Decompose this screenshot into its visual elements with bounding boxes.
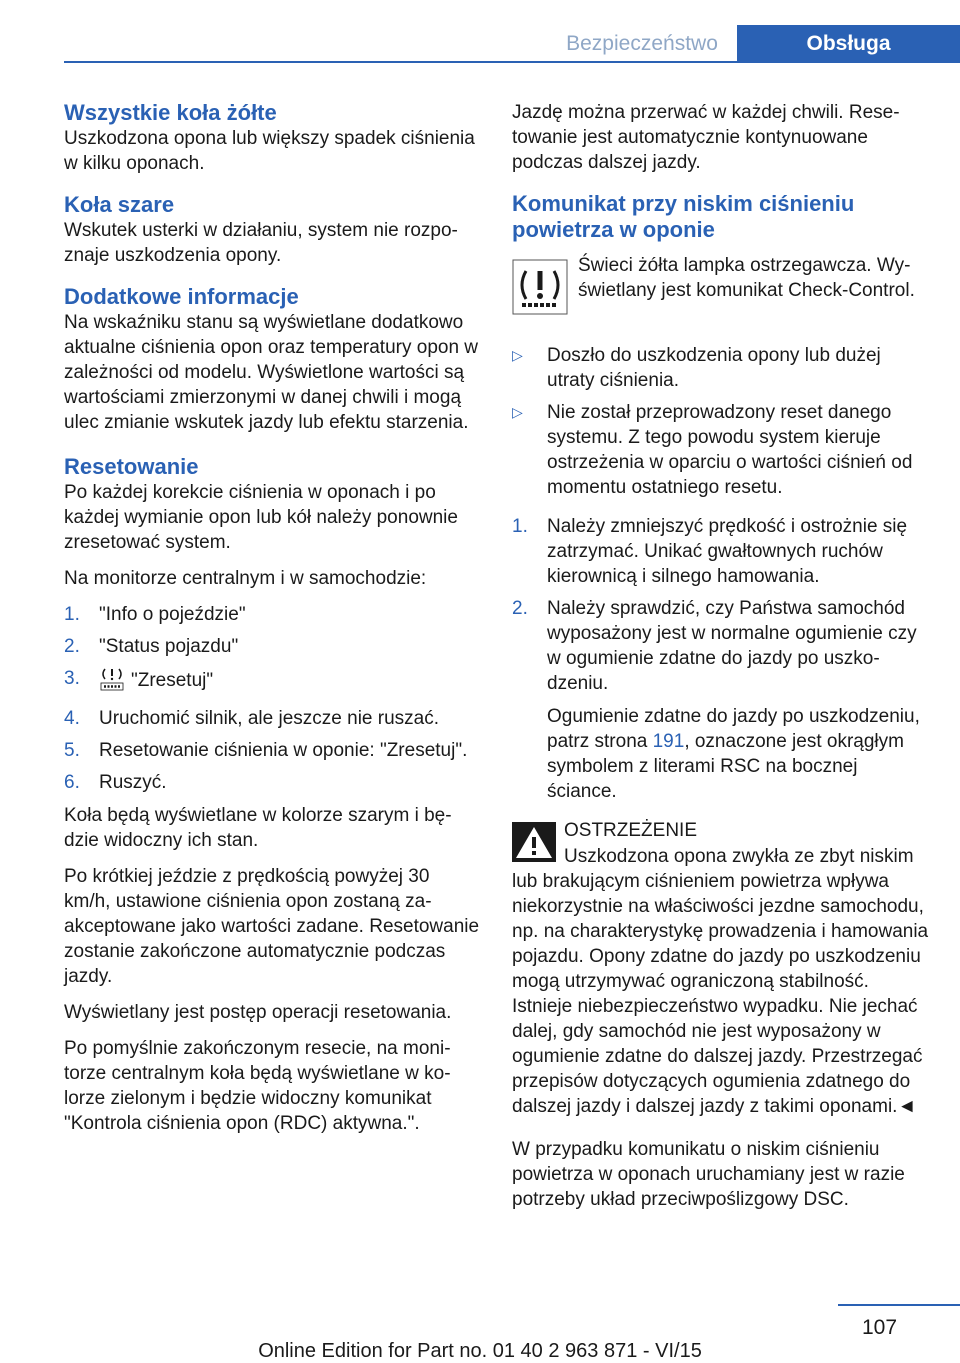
step-number: 2. — [512, 598, 528, 619]
step-number: 1. — [512, 516, 528, 537]
footer-rule — [838, 1304, 960, 1306]
step-number: 2. — [64, 636, 80, 657]
para-grey-display: Koła będą wyświetlane w kolorze szarym i będzie widoczny ich stan. — [64, 805, 452, 851]
footer-edition: Online Edition for Part no. 01 40 2 963 871 - VI/15 — [258, 1340, 702, 1362]
action-steps — [512, 514, 930, 696]
bullet-triangle-icon: ▷ — [512, 404, 523, 420]
list-item — [64, 634, 480, 659]
warning-header — [512, 818, 930, 864]
step-text: Resetowanie ciśnienia w oponie: "Zresetuj". — [99, 740, 468, 761]
list-item — [64, 706, 480, 731]
rsc-text-b: , oznaczone jest okrągłym symbolem z literami RSC na bocznej ściance. — [547, 731, 904, 802]
para-reset-where: Na monitorze centralnym i w samochodzie: — [64, 568, 427, 589]
tire-pressure-warning-lamp-icon — [512, 259, 568, 322]
left-column — [64, 100, 480, 1147]
step-text: Ruszyć. — [99, 772, 167, 793]
step-number: 3. — [64, 668, 80, 689]
list-item — [512, 514, 930, 589]
step-number: 1. — [64, 604, 80, 625]
list-item — [64, 738, 480, 763]
bullet-text: Doszło do uszkodzenia opony lub dużej utraty ciśnienia. — [547, 345, 881, 391]
list-item — [512, 596, 930, 696]
warning-text: Uszkodzona opona zwykła ze zbyt niskim lub brakującym ciśnieniem powietrza wpływa niekorzystnie na właściwości jezdne samochodu, np. na charakterystykę prowadzenia i hamowania pojazdu. Opony zdatne do jazdy po uszkodzeniu mogą utrzymywać ograniczoną stabilność. Istnieje niebezpieczeństwo wypadku. Nie jechać dalej, gdy samochód nie jest wyposażony w ogumienie zdatne do dalszej jazdy. Przestrzegać przepisów dotyczących ogumienia zdatnego do dalszej jazdy i dalszej jazdy z takimi oponami.◄ — [512, 846, 929, 1117]
list-item — [64, 666, 480, 699]
step-text: "Status pojazdu" — [99, 636, 239, 657]
para-rsc — [512, 704, 930, 804]
para-reset-intro: Po każdej korekcie ciśnienia w oponach i po każdej wymianie opon lub kół należy ponownie zresetować system. — [64, 482, 458, 553]
para-grey: Wskutek usterki w działaniu, system nie rozpoznaje uszkodzenia opony. — [64, 220, 458, 266]
para-dsc: W przypadku komunikatu o niskim ciśnieniu powietrza w oponach uruchamiany jest w razie potrzeby układ przeciwpoślizgowy DSC. — [512, 1139, 905, 1210]
list-item — [512, 343, 930, 393]
right-column — [512, 100, 930, 1223]
bullet-triangle-icon: ▷ — [512, 347, 523, 363]
page-reference-link[interactable]: 191 — [652, 731, 685, 752]
list-item — [64, 770, 480, 795]
heading-grey: Koła szare — [64, 192, 175, 217]
rsc-text-a: Ogumienie zdatne do jazdy po uszkodzeniu, patrz strona — [547, 706, 920, 752]
heading-all-yellow: Wszystkie koła żółte — [64, 100, 277, 125]
step-text: Należy zmniejszyć prędkość i ostrożnie się zatrzymać. Unikać gwałtownych ruchów kierownicą i silnego hamowania. — [547, 516, 908, 587]
step-text: Należy sprawdzić, czy Państwa samochód wyposażony jest w normalne ogumienie czy w ogumienie zdatne do jazdy po uszkodzeniu. — [547, 598, 917, 694]
step-text: "Info o pojeździe" — [99, 604, 246, 625]
warning-triangle-icon — [512, 822, 556, 869]
para-speed-accept: Po krótkiej jeździe z prędkością powyżej 30 km/h, ustawione ciśnienia opon zostaną zaakceptowane jako wartości zadane. Resetowanie zostanie zakończone automatycznie podczas jazdy. — [64, 866, 480, 987]
section-tab: Bezpieczeństwo — [566, 32, 718, 55]
step-number: 4. — [64, 708, 80, 729]
header-rule — [64, 61, 960, 63]
heading-reset: Resetowanie — [64, 454, 199, 479]
step-text: Uruchomić silnik, ale jeszcze nie ruszać. — [99, 708, 440, 729]
step-text: "Zresetuj" — [131, 670, 214, 691]
bullet-text: Nie został przeprowadzony reset danego systemu. Z tego powodu system kieruje ostrzeżenia w oparciu o wartości ciśnień od momentu ostatniego resetu. — [547, 402, 913, 498]
para-progress: Wyświetlany jest postęp operacji resetowania. — [64, 1002, 452, 1023]
step-number: 6. — [64, 772, 80, 793]
chapter-tab: Obsługa — [737, 25, 960, 62]
heading-low-pressure: Komunikat przy niskim ciśnieniu powietrza w oponie — [512, 191, 855, 242]
indicator-lamp-block — [512, 253, 930, 333]
warning-title: OSTRZEŻENIE — [564, 820, 698, 841]
para-success: Po pomyślnie zakończonym resecie, na monitorze centralnym koła będą wyświetlane w kolorze zielonym i będzie widoczny komunikat "Kontrola ciśnienia opon (RDC) aktywna.". — [64, 1038, 451, 1134]
cause-bullets — [512, 343, 930, 500]
reset-steps — [64, 602, 480, 795]
heading-additional-info: Dodatkowe informacje — [64, 284, 299, 309]
page-header — [0, 0, 960, 62]
para-additional-info: Na wskaźniku stanu są wyświetlane dodatkowo aktualne ciśnienia opon oraz temperatury opon w zależności od modelu. Wyświetlone wartości są wartościami zmierzonymi w danej chwili i mogą ulec zmianie wskutek jazdy lub efektu starzenia. — [64, 312, 479, 433]
indicator-lamp-text: Świeci żółta lampka ostrzegawcza. Wyświetlany jest komunikat Check-Control. — [578, 255, 915, 301]
list-item — [512, 400, 930, 500]
page-number: 107 — [862, 1316, 898, 1339]
para-continue: Jazdę można przerwać w każdej chwili. Resetowanie jest automatycznie kontynuowane podczas dalszej jazdy. — [512, 102, 900, 173]
tire-pressure-reset-icon — [99, 666, 125, 699]
list-item — [64, 602, 480, 627]
para-all-yellow: Uszkodzona opona lub większy spadek ciśnienia w kilku oponach. — [64, 128, 475, 174]
step-number: 5. — [64, 740, 80, 761]
